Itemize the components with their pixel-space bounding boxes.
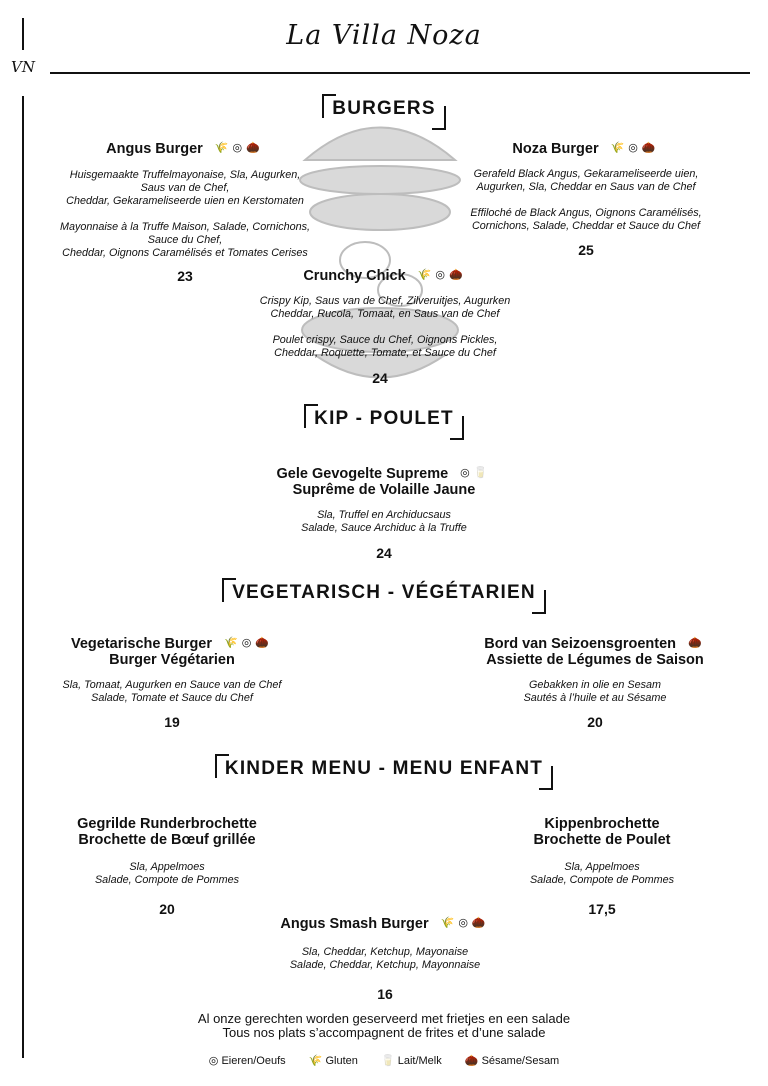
logo: VN [8,60,38,92]
egg-icon: ◎ [208,1055,219,1067]
item-angus-burger: Angus Burger 🌾◎🌰 [106,141,264,157]
legend-sesame: 🌰 Sésame/Sesam [464,1055,560,1067]
allergen-icons: ◎🥛 [460,467,492,479]
item-crunchy-desc: Crispy Kip, Saus van de Chef, Zilveruitjes, Augurken Cheddar, Rucola, Tomaat, en Saus van de Chef Poulet crispy, Sauce du Chef, Oignons Pickles, Cheddar, Roquette, Tomate, et Sauce du Chef [259,295,511,359]
section-kinder-menu: KINDER MENU - MENU ENFANT [0,754,768,788]
sesame-icon: 🌰 [464,1055,479,1067]
item-noza-price: 25 [578,242,594,258]
item-bord-desc: Gebakken in olie en Sesam Sautés à l’huile et au Sésame [523,679,667,704]
footer-note: Al onze gerechten worden geserveerd met frietjes en een salade Tous nos plats s’accompagnent de frites et d’une salade [197,1011,571,1040]
section-burgers: BURGERS [0,94,768,128]
allergen-icons: 🌾◎🌰 [610,142,660,154]
item-angus-desc: Huisgemaakte Truffelmayonaise, Sla, Augurken, Saus van de Chef, Cheddar, Gekarameliseerde uien en Kerstomaten Mayonnaise à la Truffe Maison, Salade, Cornichons, Sauce du Chef, Cheddar, Oignons Caramélisés et Tomates Cerises [59,169,311,259]
allergen-icons: 🌾◎🌰 [440,917,490,929]
header-rule [50,72,750,74]
item-veg-burger-desc: Sla, Tomaat, Augurken en Sauce van de Chef Salade, Tomate et Sauce du Chef [62,679,282,704]
allergen-icons: 🌾◎🌰 [224,637,274,649]
item-bord: Bord van Seizoensgroenten 🌰 Assiette de Légumes de Saison [484,636,706,668]
item-supreme-price: 24 [376,545,392,561]
item-crunchy-price: 24 [372,370,388,386]
item-veg-burger-price: 19 [164,714,180,730]
item-noza-desc: Gerafeld Black Angus, Gekarameliseerde uien, Augurken, Sla, Cheddar en Saus van de Chef Effiloché de Black Angus, Oignons Caramélisés, Cornichons, Salade, Cheddar et Sauce du Chef [470,168,702,232]
item-angus-smash: Angus Smash Burger 🌾◎🌰 [280,916,490,932]
item-supreme-desc: Sla, Truffel en Archiducsaus Salade, Sauce Archiduc à la Truffe [301,509,467,534]
item-runderbrochette: Gegrilde Runderbrochette Brochette de Bœuf grillée [77,816,257,848]
legend-gluten: 🌾 Gluten [308,1055,358,1067]
item-supreme: Gele Gevogelte Supreme ◎🥛 Suprême de Volaille Jaune [276,466,492,498]
allergen-icons: 🌾◎🌰 [214,142,264,154]
item-runderbrochette-price: 20 [159,901,175,917]
wheat-icon: 🌾 [308,1055,323,1067]
item-angus-smash-price: 16 [377,986,393,1002]
allergen-icons: 🌰 [688,637,706,649]
section-kip-poulet: KIP - POULET [0,404,768,438]
legend-eggs: ◎ Eieren/Oeufs [208,1055,286,1067]
milk-icon: 🥛 [380,1055,395,1067]
item-angus-smash-desc: Sla, Cheddar, Ketchup, Mayonaise Salade, Cheddar, Ketchup, Mayonnaise [289,946,481,971]
item-angus-price: 23 [177,268,193,284]
item-kippenbrochette-desc: Sla, Appelmoes Salade, Compote de Pommes [529,861,675,886]
section-vegetarisch: VEGETARISCH - VÉGÉTARIEN [0,578,768,612]
item-kippenbrochette: Kippenbrochette Brochette de Poulet [533,816,671,848]
legend-milk: 🥛 Lait/Melk [380,1055,442,1067]
item-crunchy-chick: Crunchy Chick 🌾◎🌰 [303,268,467,284]
item-veg-burger: Vegetarische Burger 🌾◎🌰 Burger Végétarien [70,636,274,668]
allergen-icons: 🌾◎🌰 [417,269,467,281]
item-runderbrochette-desc: Sla, Appelmoes Salade, Compote de Pommes [94,861,240,886]
page-title: La Villa Noza [286,20,482,51]
item-bord-price: 20 [587,714,603,730]
item-noza-burger: Noza Burger 🌾◎🌰 [512,141,660,157]
item-kippenbrochette-price: 17,5 [588,901,616,917]
allergen-legend [0,1054,768,1067]
